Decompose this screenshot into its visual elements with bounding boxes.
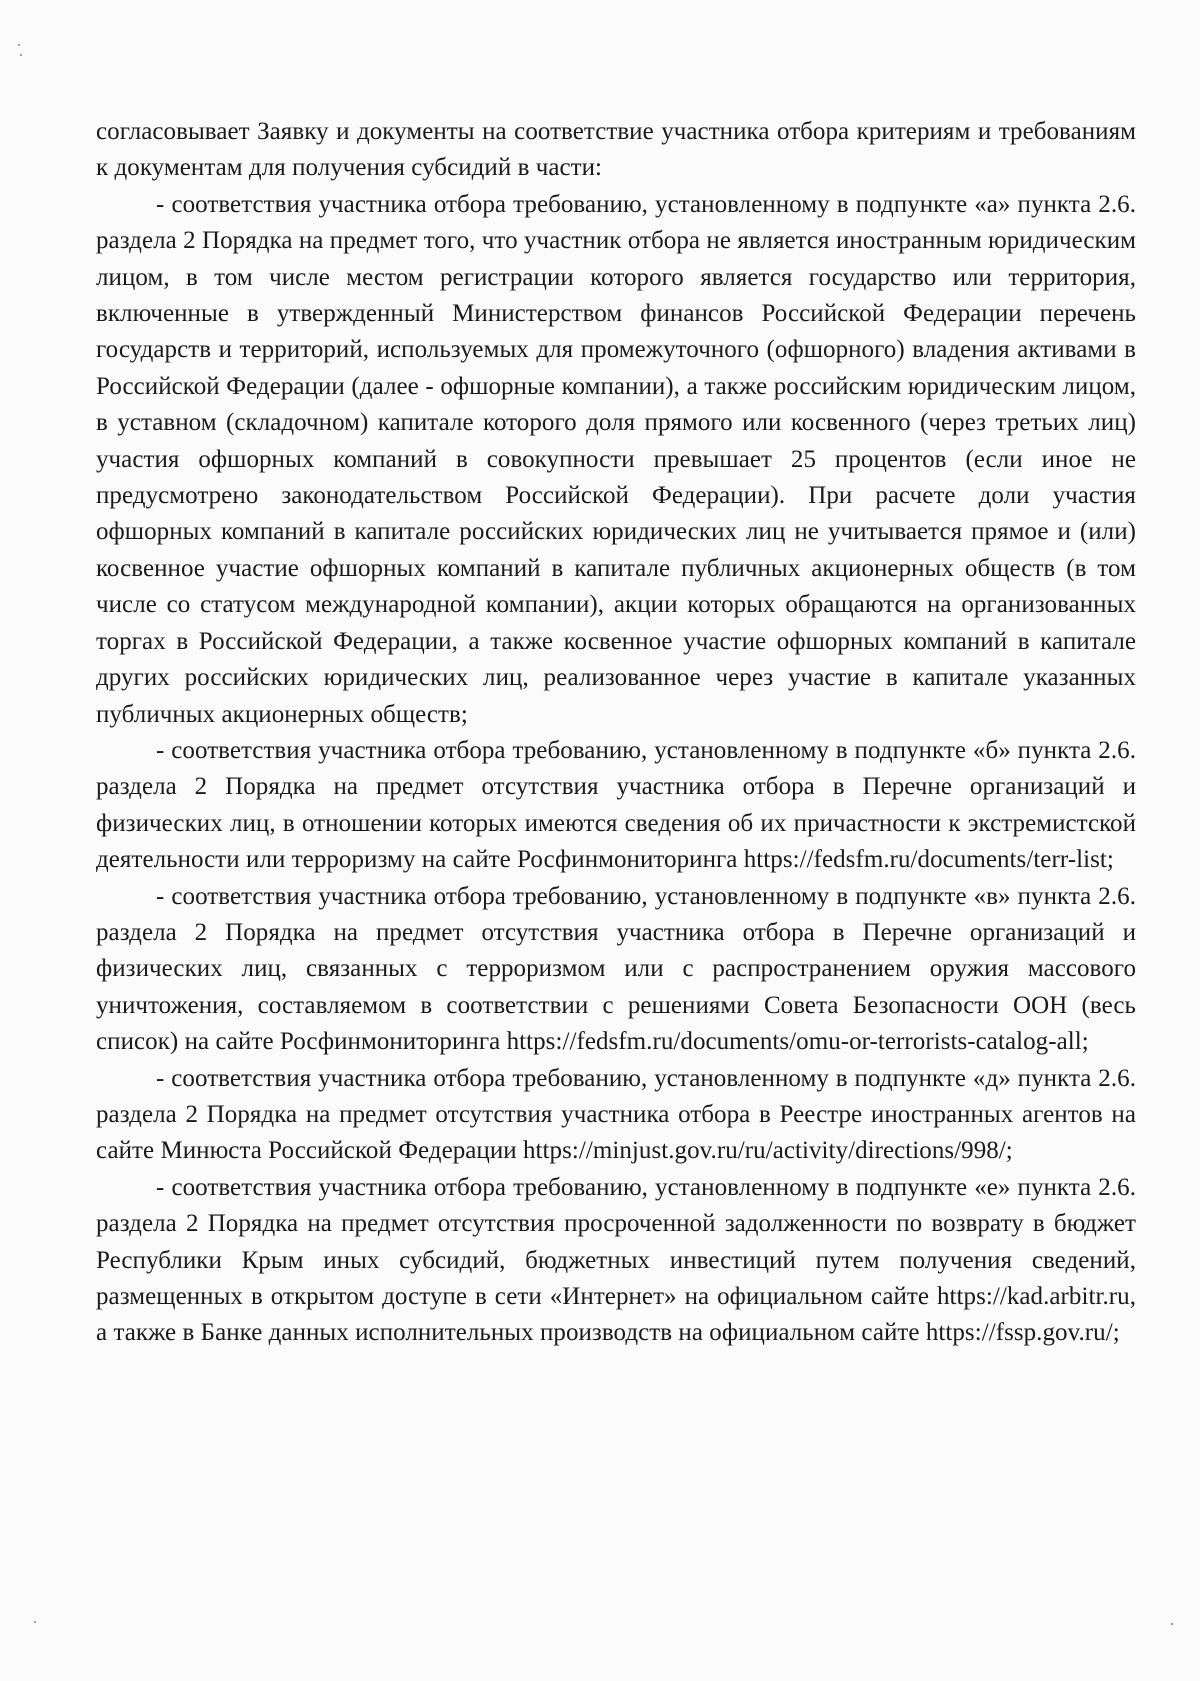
document-body <box>96 114 1136 1352</box>
paragraph-item-e: - соответствия участника отбора требованию, установленному в подпункте «е» пункта 2.6. раздела 2 Порядка на предмет отсутствия просроченной задолженности по возврату в бюджет Республики Крым иных субсидий, бюджетных инвестиций путем получения сведений, размещенных в открытом доступе в сети «Интернет» на официальном сайте https://kad.arbitr.ru, а также в Банке данных исполнительных производств на официальном сайте https://fssp.gov.ru/; <box>96 1173 1136 1347</box>
paragraph-intro: согласовывает Заявку и документы на соответствие участника отбора критериям и требованиям к документам для получения субсидий в части: <box>96 118 1136 182</box>
paragraph-item-a: - соответствия участника отбора требованию, установленному в подпункте «а» пункта 2.6. раздела 2 Порядка на предмет того, что участник отбора не является иностранным юридическим лицом, в том числе местом регистрации которого является государство или территория, включенные в утвержденный Министерством финансов Российской Федерации перечень государств и территорий, используемых для промежуточного (офшорного) владения активами в Российской Федерации (далее - офшорные компании), а также российским юридическим лицом, в уставном (складочном) капитале которого доля прямого или косвенного (через третьих лиц) участия офшорных компаний в совокупности превышает 25 процентов (если иное не предусмотрено законодательством Российской Федерации). При расчете доли участия офшорных компаний в капитале российских юридических лиц не учитывается прямое и (или) косвенное участие офшорных компаний в капитале публичных акционерных обществ (в том числе со статусом международной компании), акции которых обращаются на организованных торгах в Российской Федерации, а также косвенное участие офшорных компаний в капитале других российских юридических лиц, реализованное через участие в капитале указанных публичных акционерных обществ; <box>96 190 1136 728</box>
scan-speck <box>1171 1623 1173 1625</box>
paragraph-item-d: - соответствия участника отбора требованию, установленному в подпункте «д» пункта 2.6. раздела 2 Порядка на предмет отсутствия участника отбора в Реестре иностранных агентов на сайте Минюста Российской Федерации https://minjust.gov.ru/ru/activity/directions/998/; <box>96 1064 1136 1165</box>
scan-speck <box>20 54 22 56</box>
paragraph-item-b: - соответствия участника отбора требованию, установленному в подпункте «б» пункта 2.6. раздела 2 Порядка на предмет отсутствия участника отбора в Перечне организаций и физических лиц, в отношении которых имеются сведения об их причастности к экстремистской деятельности или терроризму на сайте Росфинмониторинга https://fedsfm.ru/documents/terr-list; <box>96 736 1136 874</box>
scan-speck <box>18 44 20 46</box>
scan-speck <box>34 1621 36 1623</box>
paragraph-item-v: - соответствия участника отбора требованию, установленному в подпункте «в» пункта 2.6. раздела 2 Порядка на предмет отсутствия участника отбора в Перечне организаций и физических лиц, связанных с терроризмом или с распространением оружия массового уничтожения, составляемом в соответствии с решениями Совета Безопасности ООН (весь список) на сайте Росфинмониторинга https://fedsfm.ru/documents/omu-or-terrorists-catalog-all; <box>96 882 1136 1056</box>
